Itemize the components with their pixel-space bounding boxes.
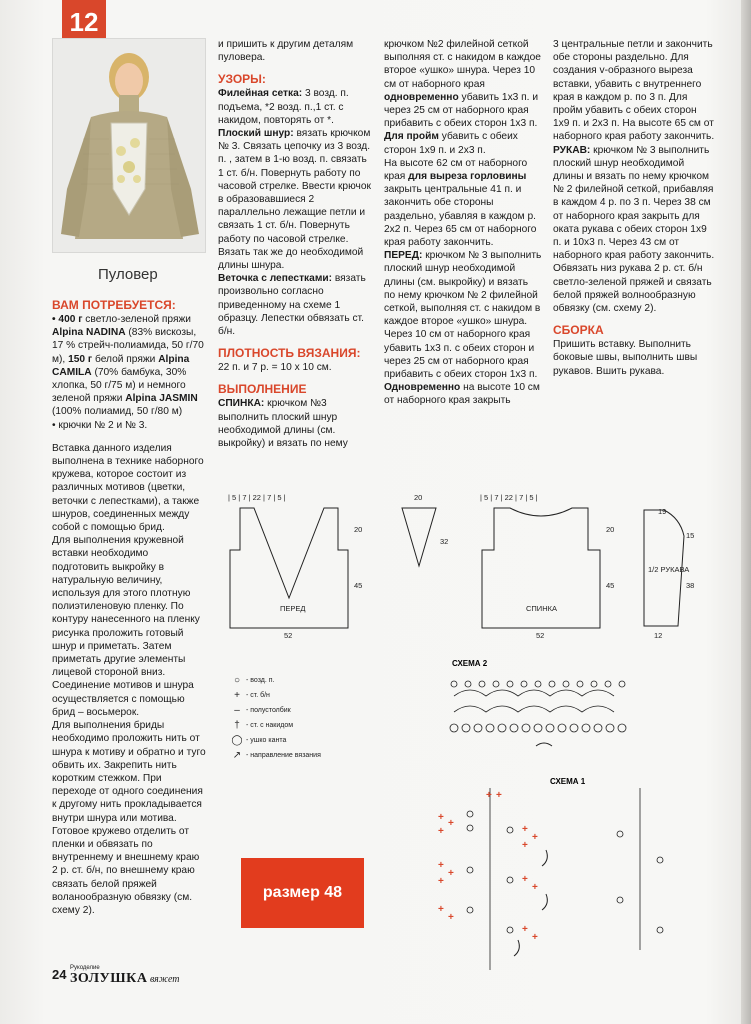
cord-text: вязать крючком № 3. Связать цепочку из 3 возд. п. , затем в 1-ю возд. п. связать 1 ст. б/н. Повернуть работу по часовой стрелке. Ввести крючок в образовавшиеся 2 параллельно лежащие петли и связать 1 ст. б/н. Повернуть работу по часовой стрелке. Вязать так же до необходимой длины шнура. — [218, 128, 371, 272]
legend-text: - ушко канта — [246, 737, 287, 744]
insert-height: 32 — [440, 537, 449, 546]
col3-p1-end: убавить 1х3 п. и через 25 см от наборного края прибавить с обеих сторон 1х3 п. — [384, 91, 539, 130]
svg-text:+: + — [532, 932, 538, 943]
direction-arrow-icon: ↗ — [232, 750, 242, 761]
back-label: СПИНКА — [526, 604, 557, 613]
density-text: 22 п. и 7 р. = 10 х 10 см. — [218, 362, 332, 374]
scheme-1-title: СХЕМА 1 — [550, 777, 586, 786]
svg-text:+: + — [496, 790, 502, 801]
armhole-text: убавить с обеих сторон 1х9 п. и 2х3 п. — [384, 131, 518, 156]
col2-intro: и пришить к другим деталям пуловера. — [218, 39, 354, 64]
materials-text-5: (100% полиамид, 50 г/80 м) — [52, 406, 183, 418]
legend-text: - ст. с накидом — [246, 722, 294, 729]
model-illustration — [53, 39, 205, 252]
front-label: ПЕРЕД: — [384, 250, 423, 262]
execution-heading: ВЫПОЛНЕНИЕ — [218, 382, 307, 397]
svg-text:+: + — [448, 818, 454, 829]
text-column-4 — [553, 38, 715, 378]
body-paragraph-2: Для выполнения кружевной вставки необходимо подготовить выкройку в натуральную величину, используя для этого плотную полиэтиленовую пленку. По контуру нанесенного на пленку рисунка проложить готовый шнур и приметать. Затем приметать другие элементы лицевой стороной вниз. Соединение мотивов и шнура осуществляется с помощью брид – восьмерок. — [52, 535, 200, 718]
branch-label: Веточка с лепестками: — [218, 273, 333, 285]
branch-text: вязать произвольно согласно приведенному на схеме 1 образцу. Лепестки обвязать ст. б/н. — [218, 273, 366, 338]
sleeve-label: РУКАВ: — [553, 144, 591, 156]
materials-weight-2: 150 г — [68, 353, 93, 365]
body-paragraph-1: Вставка данного изделия выполнена в технике наборного кружева, которое состоит из различных мотивов (цветки, веточки с лепестками), а также шнуров, соединенных между собой с помощью брид. — [52, 442, 204, 534]
front-label: ПЕРЕД — [280, 604, 306, 613]
page-spine-shadow — [741, 0, 751, 1024]
materials-text-3: белой пряжи — [92, 353, 159, 365]
neckline-paragraph — [384, 157, 542, 249]
legend-row — [228, 733, 358, 748]
legend-text: - направление вязания — [246, 752, 321, 759]
magazine-logo-tail: вяжет — [149, 974, 180, 985]
materials-list-item-2: • крючки № 2 и № 3. — [52, 419, 148, 431]
yarn-name-jasmin: Alpina JASMIN — [125, 393, 198, 405]
legend-row — [228, 703, 358, 718]
text-column-1 — [52, 298, 207, 917]
neckline-bold: для выреза горловины — [408, 171, 527, 183]
legend-row — [228, 673, 358, 688]
legend-text: - ст. б/н — [246, 692, 270, 699]
sleeve-cap-height: 15 — [686, 531, 695, 540]
yarn-name-camila: Alpina CAMILA — [52, 353, 190, 378]
garment-caption: Пуловер — [98, 266, 158, 283]
text-column-3 — [384, 38, 542, 408]
front-paragraph — [384, 249, 542, 407]
legend-row — [228, 688, 358, 703]
sleeve-paragraph — [553, 144, 715, 316]
magazine-logo-small: Рукоделие — [70, 965, 100, 971]
materials-heading: ВАМ ПОТРЕБУЕТСЯ: — [52, 298, 176, 312]
materials-text-2: (83% вискозы, 17 % стрейч-полиамида, 50 г/70 м), — [52, 327, 204, 365]
svg-text:+: + — [438, 826, 444, 837]
sleeve-top-dim: 19 — [658, 507, 667, 516]
front-top-dims: | 5 | 7 | 22 | 7 | 5 | — [228, 493, 286, 502]
assembly-heading: СБОРКА — [553, 323, 604, 338]
svg-text:+: + — [522, 840, 528, 851]
svg-text:+: + — [532, 832, 538, 843]
svg-text:+: + — [522, 924, 528, 935]
sleeve-text: крючком № 3 выполнить плоский шнур необходимой длины и вязать по нему крючком № 2 филейной сеткой, прибавляя в каждом 4 р. по 3 п. Через 38 см от наборного края закрыть для оката рукава с обеих сторон 1х9 п. и 10х3 п. Через 43 см от наборного края работу закончить. Обвязать низ рукава 2 р. ст. б/н светло-зеленой пряжей и связать белой пряжей волнообразную обвязку (см. схему 2). — [553, 144, 715, 315]
back-label: СПИНКА: — [218, 398, 265, 410]
single-crochet-icon: + — [234, 690, 240, 701]
front-text: крючком № 3 выполнить плоский шнур необходимой длины (см. выкройку) и вязать по нему крючком № 2 филейной сеткой, выполняя ст. с накидом в каждое второе «ушко» шнура. Через 10 см от наборного края убавить 1х3 п. с обеих сторон и через 25 см от наборного края прибавить с обеих сторон 1х3 п. — [384, 250, 542, 381]
armhole-paragraph — [384, 130, 542, 156]
picot-eyelet-icon: ◯ — [231, 735, 243, 746]
sleeve-length: 38 — [686, 581, 695, 590]
cord-paragraph — [218, 127, 373, 272]
col3-p1-bold: одновременно — [384, 91, 459, 103]
front-height-upper: 20 — [354, 525, 363, 534]
legend-row — [228, 748, 358, 763]
materials-list-item-1 — [52, 313, 207, 419]
front-bold: Одновременно — [384, 382, 461, 394]
chain-stitch-icon: ○ — [233, 675, 241, 686]
filet-paragraph — [218, 87, 373, 127]
sleeve-bottom-width: 12 — [654, 631, 663, 640]
svg-text:+: + — [486, 790, 492, 801]
col3-p1: крючком №2 филейной сеткой выполняя ст. с накидом в каждое второе «ушко» шнура. Через 10 см от наборного края — [384, 39, 541, 90]
size-text: размер 48 — [262, 884, 343, 901]
neckline-text-2: закрыть центральные 41 п. и закончить обе стороны раздельно, убавляя в каждом р. 2х2 п. Через 65 см от наборного края работу закончить. — [384, 184, 537, 249]
model-photo — [52, 38, 206, 253]
size-badge — [241, 858, 364, 928]
back-text: крючком №3 выполнить плоский шнур необходимой длины (см. выкройку) и вязать по нему — [218, 398, 348, 450]
armhole-label: Для пройм — [384, 131, 439, 143]
insert-top-dim: 20 — [414, 493, 423, 502]
symbol-legend — [228, 673, 358, 763]
svg-text:+: + — [448, 912, 454, 923]
density-heading: ПЛОТНОСТЬ ВЯЗАНИЯ: — [218, 346, 361, 361]
svg-text:+: + — [438, 876, 444, 887]
svg-text:+: + — [438, 904, 444, 915]
branch-paragraph — [218, 272, 373, 338]
sleeve-label: 1/2 РУКАВА — [648, 565, 690, 574]
front-width: 52 — [284, 631, 293, 640]
yarn-name-nadina: Alpina NADINA — [52, 327, 126, 339]
legend-text: - возд. п. — [246, 677, 275, 684]
neckline-text-1: На высоте 62 см от наборного края — [384, 157, 528, 183]
scheme-2-title: СХЕМА 2 — [452, 659, 488, 668]
filet-label: Филейная сетка: — [218, 88, 303, 100]
back-width: 52 — [536, 631, 545, 640]
filet-text: 3 возд. п. подъема, *2 возд. п.,1 ст. с накидом, повторять от *. — [218, 88, 349, 126]
col3-paragraph-1 — [384, 38, 542, 130]
magazine-logo-title: ЗОЛУШКА — [70, 971, 148, 986]
magazine-logo — [70, 965, 180, 987]
svg-text:+: + — [438, 860, 444, 871]
materials-weight-1: • 400 г — [52, 314, 83, 325]
legend-text: - полустолбик — [246, 707, 291, 714]
svg-text:+: + — [522, 824, 528, 835]
svg-text:+: + — [522, 874, 528, 885]
svg-text:+: + — [448, 868, 454, 879]
model-number: 12 — [69, 6, 99, 37]
materials-text-1: светло-зеленой пряжи — [82, 314, 191, 325]
front-height-lower: 45 — [354, 581, 363, 590]
back-top-dims: | 5 | 7 | 22 | 7 | 5 | — [480, 493, 538, 502]
text-column-2 — [218, 38, 373, 450]
svg-text:+: + — [532, 882, 538, 893]
scheme-1-diagram — [430, 770, 710, 980]
double-crochet-icon: † — [234, 720, 240, 731]
front-text-end: на высоте 10 см от наборного края закрыть — [384, 382, 540, 407]
page-number: 24 — [52, 967, 67, 982]
assembly-text: Пришить вставку. Выполнить боковые швы, выполнить швы рукавов. Вшить рукава. — [553, 339, 698, 377]
body-paragraph-3: Для выполнения бриды необходимо проложить нить от шнура к мотиву и обратно и туго обвить их. Закрепить нить коротким стежком. При переходе от одного соединения к другому нить прокладывается внутри шнура или мотива. Готовое кружево отделить от пленки и обвязать по внутреннему и внешнему краю 2 р. ст. б/н, по внешнему краю связать белой пряжей воланообразную обвязку (см. схему 2). — [52, 720, 206, 916]
pattern-schematics — [218, 488, 718, 648]
insert-outline — [402, 508, 436, 566]
scheme-2-diagram — [440, 656, 640, 756]
materials-text-4: (70% бамбука, 30% хлопка, 50 г/75 м) и немного зеленой пряжи — [52, 366, 187, 405]
svg-text:+: + — [438, 812, 444, 823]
back-height-lower: 45 — [606, 581, 615, 590]
cord-label: Плоский шнур: — [218, 128, 294, 140]
legend-row — [228, 718, 358, 733]
col4-paragraph-1: 3 центральные петли и закончить обе стороны раздельно. Для создания v-образного выреза вставки, убавить с внутреннего края в каждом р. по 3 п. Для пройм убавить с обеих сторон 1х9 п. и 2х3 п. На высоте 65 см от наборного края работу закончить. — [553, 39, 715, 143]
patterns-heading: УЗОРЫ: — [218, 72, 266, 87]
back-height-upper: 20 — [606, 525, 615, 534]
back-paragraph — [218, 397, 373, 450]
slip-stitch-icon: – — [234, 705, 240, 716]
